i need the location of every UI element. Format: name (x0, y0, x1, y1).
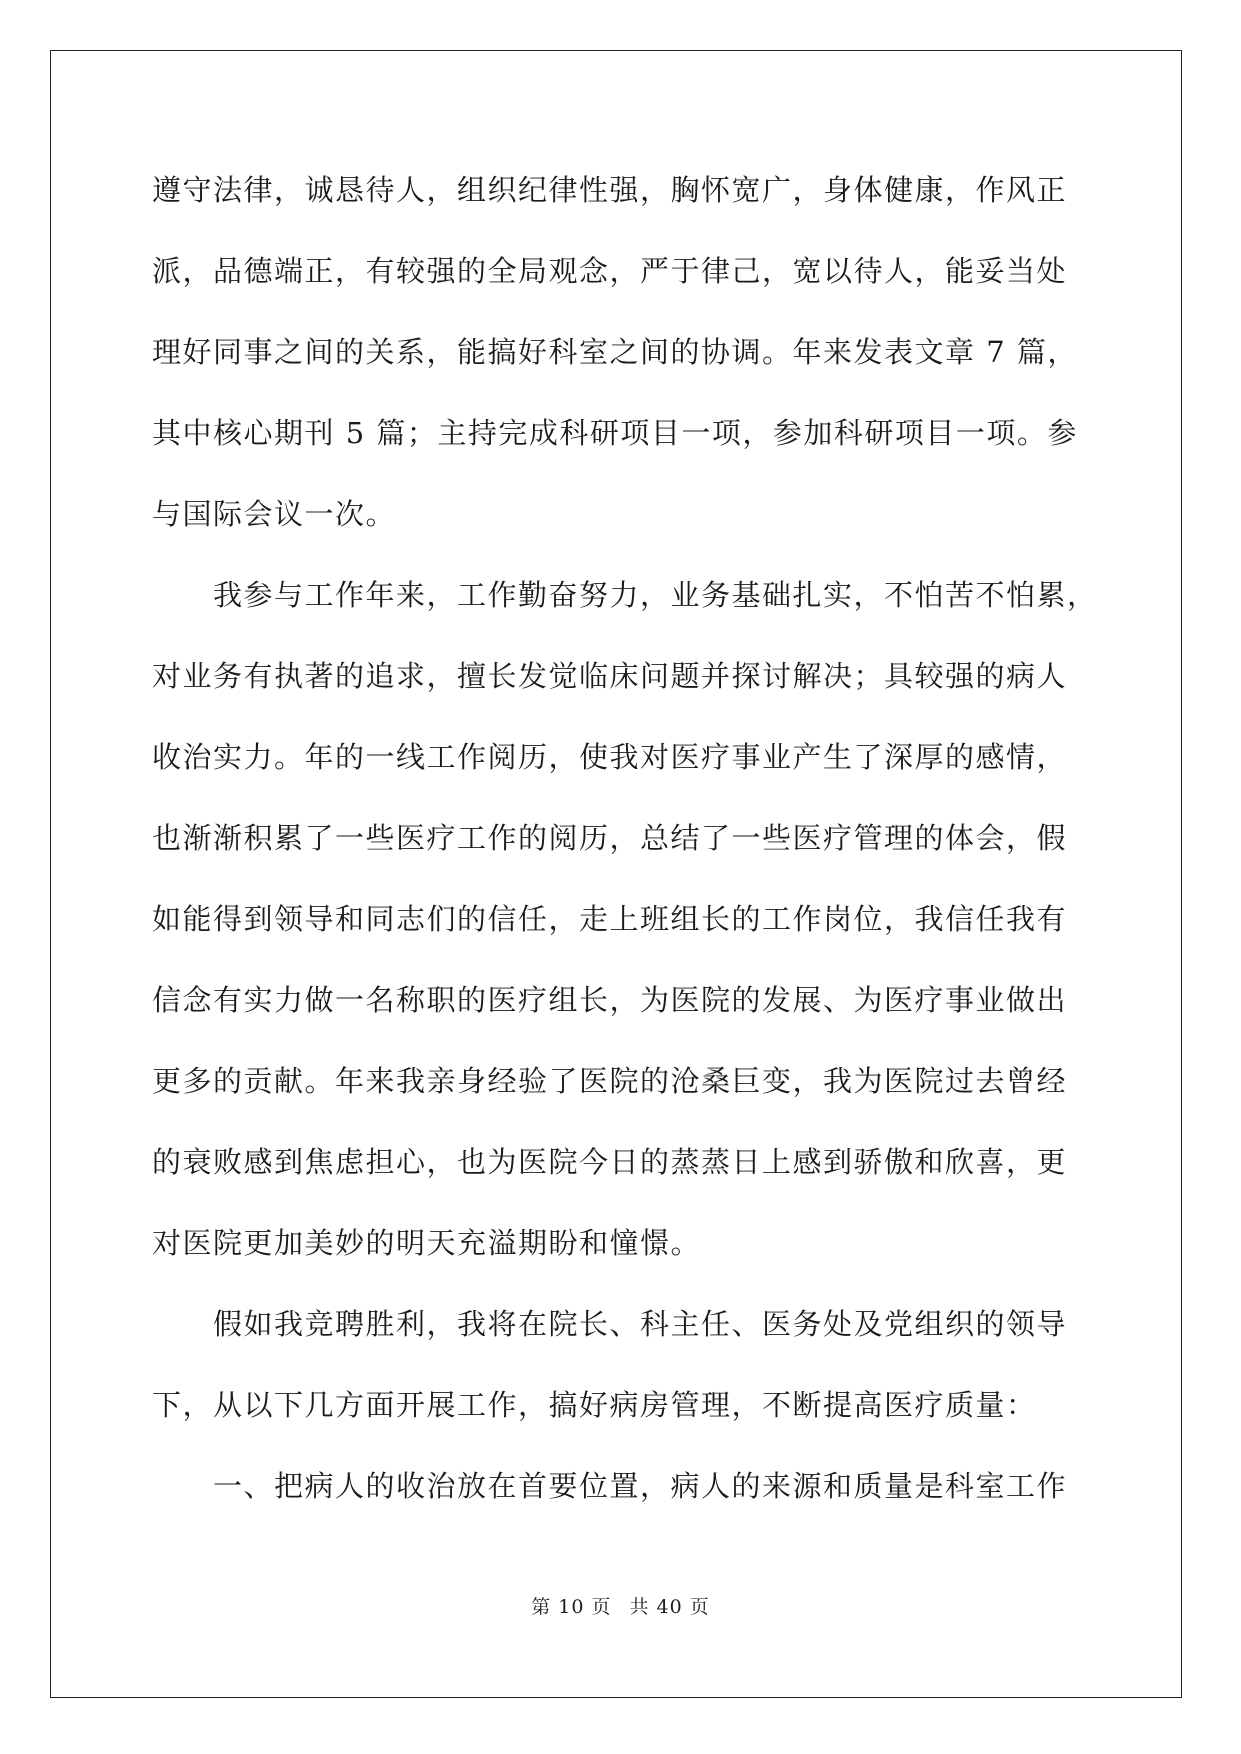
text-line: 理好同事之间的关系，能搞好科室之间的协调。年来发表文章 7 篇， (152, 335, 1078, 369)
text-line: 对医院更加美妙的明天充溢期盼和憧憬。 (152, 1226, 702, 1260)
text-line: 与国际会议一次。 (152, 497, 397, 531)
text-line: 下，从以下几方面开展工作，搞好病房管理，不断提高医疗质量： (152, 1388, 1037, 1422)
text-line: 的衰败感到焦虑担心，也为医院今日的蒸蒸日上感到骄傲和欣喜，更 (152, 1145, 1068, 1179)
text-line: 其中核心期刊 5 篇；主持完成科研项目一项，参加科研项目一项。参 (152, 416, 1078, 450)
text-line: 遵守法律，诚恳待人，组织纪律性强，胸怀宽广，身体健康，作风正 (152, 173, 1068, 207)
page-total: 共 40 页 (629, 1596, 710, 1618)
text-line: 如能得到领导和同志们的信任，走上班组长的工作岗位，我信任我有 (152, 902, 1068, 936)
text-line: 派，品德端正，有较强的全局观念，严于律己，宽以待人，能妥当处 (152, 254, 1068, 288)
text-line: 也渐渐积累了一些医疗工作的阅历，总结了一些医疗管理的体会，假 (152, 821, 1068, 855)
text-line: 假如我竞聘胜利，我将在院长、科主任、医务处及党组织的领导 (152, 1307, 1068, 1341)
page-footer (0, 1592, 1241, 1619)
text-line: 收治实力。年的一线工作阅历，使我对医疗事业产生了深厚的感情， (152, 740, 1068, 774)
text-line: 信念有实力做一名称职的医疗组长，为医院的发展、为医疗事业做出 (152, 983, 1068, 1017)
document-body (152, 150, 1098, 1527)
text-line: 对业务有执著的追求，擅长发觉临床问题并探讨解决；具较强的病人 (152, 659, 1068, 693)
page-number: 第 10 页 (531, 1596, 612, 1618)
text-line: 我参与工作年来，工作勤奋努力，业务基础扎实，不怕苦不怕累， (152, 578, 1098, 612)
text-line: 更多的贡献。年来我亲身经验了医院的沧桑巨变，我为医院过去曾经 (152, 1064, 1068, 1098)
text-line: 一、把病人的收治放在首要位置，病人的来源和质量是科室工作 (152, 1469, 1068, 1503)
